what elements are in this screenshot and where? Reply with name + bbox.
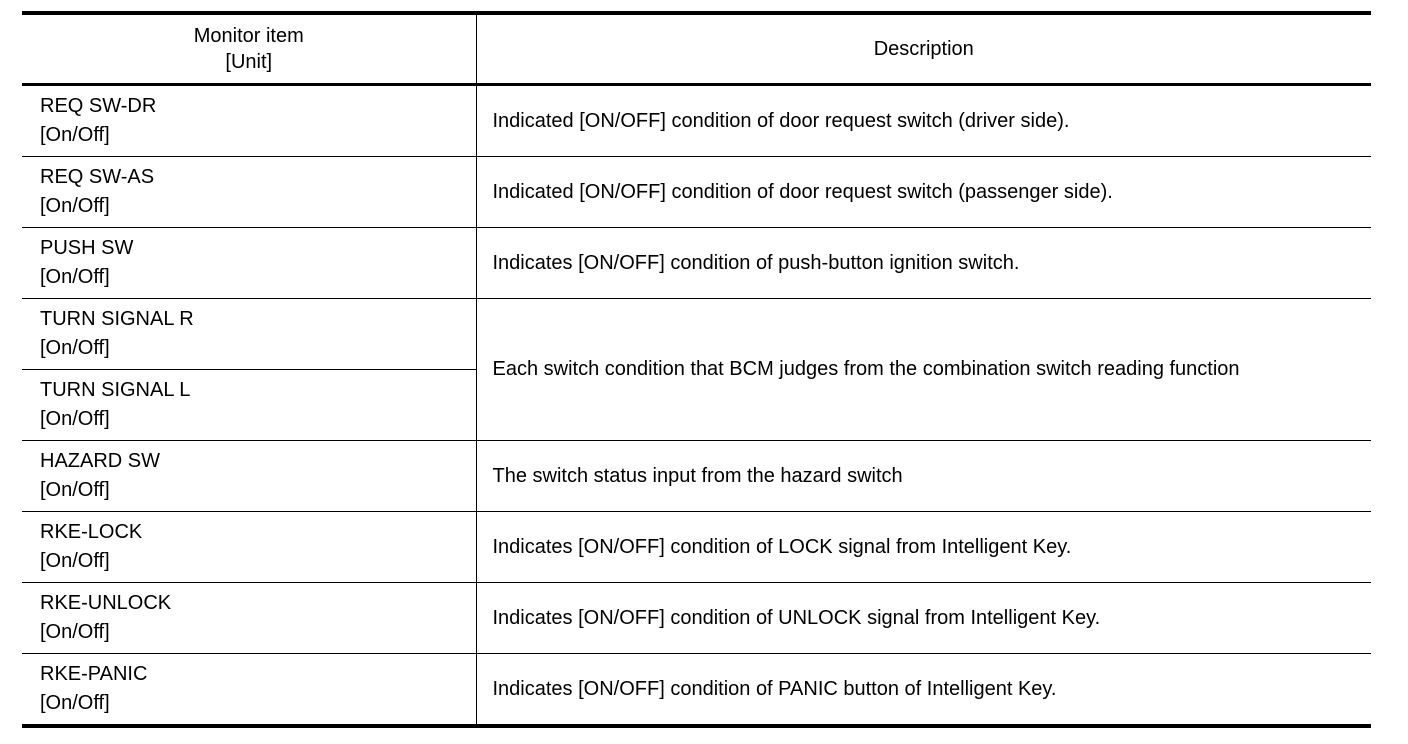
table-body: [22, 85, 1371, 727]
item-name: RKE-PANIC: [40, 663, 148, 685]
monitor-item-cell: [22, 228, 476, 299]
monitor-item-cell: [22, 157, 476, 228]
monitor-item-cell: [22, 441, 476, 512]
table-header: [22, 13, 1371, 85]
description-cell: The switch status input from the hazard switch: [476, 441, 1371, 512]
table-row: [22, 299, 1371, 370]
item-name: REQ SW-DR: [40, 95, 157, 117]
item-unit: [On/Off]: [40, 621, 110, 643]
monitor-item-cell: [22, 370, 476, 441]
description-cell: Indicated [ON/OFF] condition of door request switch (passenger side).: [476, 157, 1371, 228]
monitor-item-header-label: Monitor item: [193, 25, 304, 47]
item-unit: [On/Off]: [40, 124, 110, 146]
description-cell: Indicates [ON/OFF] condition of LOCK signal from Intelligent Key.: [476, 512, 1371, 583]
table-row: [22, 512, 1371, 583]
item-name: HAZARD SW: [40, 450, 160, 472]
description-cell: Indicates [ON/OFF] condition of UNLOCK signal from Intelligent Key.: [476, 583, 1371, 654]
item-name: PUSH SW: [40, 237, 134, 259]
item-unit: [On/Off]: [40, 337, 110, 359]
description-cell: Indicates [ON/OFF] condition of PANIC button of Intelligent Key.: [476, 654, 1371, 727]
monitor-item-cell: [22, 512, 476, 583]
monitor-item-cell: [22, 583, 476, 654]
monitor-item-cell: [22, 85, 476, 157]
item-unit: [On/Off]: [40, 692, 110, 714]
item-unit: [On/Off]: [40, 550, 110, 572]
monitor-items-table: [22, 11, 1371, 728]
description-cell: Indicated [ON/OFF] condition of door request switch (driver side).: [476, 85, 1371, 157]
item-unit: [On/Off]: [40, 195, 110, 217]
table-row: [22, 228, 1371, 299]
item-name: TURN SIGNAL L: [40, 379, 191, 401]
monitor-item-cell: [22, 299, 476, 370]
table-row: [22, 157, 1371, 228]
item-name: RKE-UNLOCK: [40, 592, 172, 614]
unit-header-label: [Unit]: [225, 51, 273, 73]
monitor-item-cell: [22, 654, 476, 727]
description-cell: Each switch condition that BCM judges from the combination switch reading function: [476, 299, 1371, 441]
table-row: [22, 654, 1371, 727]
table-row: [22, 583, 1371, 654]
table-row: [22, 85, 1371, 157]
item-unit: [On/Off]: [40, 408, 110, 430]
item-unit: [On/Off]: [40, 479, 110, 501]
item-unit: [On/Off]: [40, 266, 110, 288]
item-name: TURN SIGNAL R: [40, 308, 194, 330]
table-row: [22, 441, 1371, 512]
description-header: Description: [476, 13, 1371, 85]
monitor-item-header: [22, 13, 476, 85]
item-name: RKE-LOCK: [40, 521, 143, 543]
item-name: REQ SW-AS: [40, 166, 155, 188]
header-row: [22, 13, 1371, 85]
description-cell: Indicates [ON/OFF] condition of push-button ignition switch.: [476, 228, 1371, 299]
